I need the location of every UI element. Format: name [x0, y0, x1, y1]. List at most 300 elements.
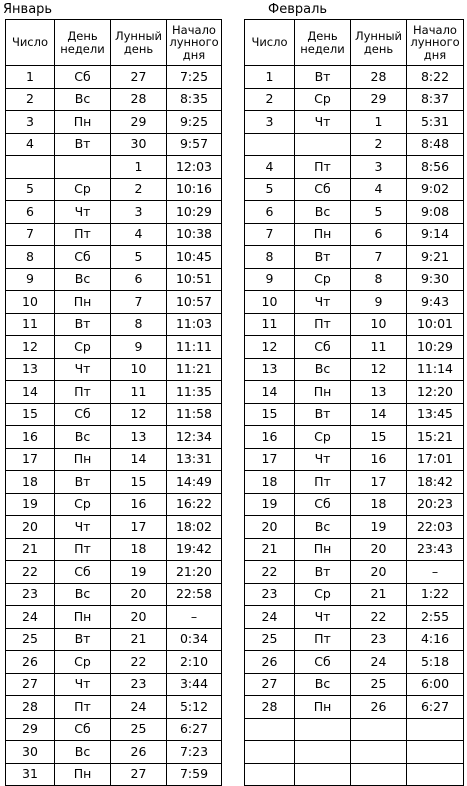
cell-lunar-day: 16 [111, 493, 167, 516]
cell-date: 13 [6, 358, 55, 381]
calendar-table-january [5, 19, 222, 786]
cell-lunar-day: 30 [111, 133, 167, 156]
cell-weekday: Чт [295, 291, 351, 314]
cell-date: 27 [6, 673, 55, 696]
cell-lunar-day: 7 [351, 246, 407, 269]
cell-lunar-day: 7 [111, 291, 167, 314]
cell-lunar-start: 18:42 [407, 471, 464, 494]
cell-date: 31 [6, 763, 55, 786]
cell-lunar-day: 4 [111, 223, 167, 246]
table-row [245, 493, 464, 516]
cell-weekday: Сб [55, 403, 111, 426]
cell-lunar-start: 0:34 [167, 628, 222, 651]
cell-weekday: Вс [55, 88, 111, 111]
table-header-row [245, 20, 464, 66]
table-row [245, 696, 464, 719]
cell-weekday: Сб [295, 493, 351, 516]
cell-date: 9 [245, 268, 295, 291]
cell-lunar-start: 10:29 [407, 336, 464, 359]
cell-weekday: Пт [55, 381, 111, 404]
cell-weekday [295, 718, 351, 741]
cell-date: 17 [6, 448, 55, 471]
cell-date: 8 [6, 246, 55, 269]
cell-weekday: Пт [55, 696, 111, 719]
cell-lunar-start: 10:45 [167, 246, 222, 269]
cell-weekday [55, 156, 111, 179]
table-row [6, 538, 222, 561]
cell-weekday: Сб [55, 718, 111, 741]
header-lunar-start: Начало лунного дня [167, 20, 222, 66]
cell-date: 12 [6, 336, 55, 359]
cell-lunar-day: 1 [351, 111, 407, 134]
cell-date: 23 [6, 583, 55, 606]
cell-lunar-start: 11:21 [167, 358, 222, 381]
cell-lunar-day: 3 [111, 201, 167, 224]
cell-weekday: Пт [295, 156, 351, 179]
cell-lunar-start: 18:02 [167, 516, 222, 539]
cell-lunar-day: 21 [111, 628, 167, 651]
cell-weekday: Ср [55, 493, 111, 516]
cell-weekday: Пн [295, 696, 351, 719]
cell-lunar-start: 7:23 [167, 741, 222, 764]
table-row [245, 718, 464, 741]
table-row [245, 606, 464, 629]
cell-lunar-day: 25 [111, 718, 167, 741]
table-row [245, 111, 464, 134]
cell-weekday: Сб [55, 246, 111, 269]
cell-lunar-day: 17 [351, 471, 407, 494]
table-row [245, 178, 464, 201]
cell-date: 26 [6, 651, 55, 674]
cell-date: 24 [245, 606, 295, 629]
cell-lunar-start: 11:03 [167, 313, 222, 336]
table-row [245, 516, 464, 539]
cell-lunar-start: 12:34 [167, 426, 222, 449]
cell-lunar-day [351, 763, 407, 786]
cell-lunar-day: 10 [111, 358, 167, 381]
cell-lunar-start: 10:38 [167, 223, 222, 246]
cell-lunar-day: 1 [111, 156, 167, 179]
cell-date: 1 [6, 66, 55, 89]
cell-lunar-day: 11 [351, 336, 407, 359]
table-row [6, 606, 222, 629]
table-row [6, 741, 222, 764]
cell-lunar-day: 13 [351, 381, 407, 404]
cell-date: 23 [245, 583, 295, 606]
cell-lunar-day: 6 [111, 268, 167, 291]
table-row [6, 178, 222, 201]
cell-lunar-start [407, 718, 464, 741]
cell-lunar-start: 4:16 [407, 628, 464, 651]
cell-weekday: Вт [55, 628, 111, 651]
cell-lunar-day: 9 [111, 336, 167, 359]
cell-date: 30 [6, 741, 55, 764]
table-row [245, 471, 464, 494]
cell-weekday: Пн [55, 448, 111, 471]
cell-lunar-start: 20:23 [407, 493, 464, 516]
cell-lunar-start: 11:58 [167, 403, 222, 426]
cell-lunar-start: 11:11 [167, 336, 222, 359]
table-row [245, 88, 464, 111]
cell-weekday: Пт [55, 223, 111, 246]
table-row [245, 156, 464, 179]
table-row [245, 403, 464, 426]
cell-date: 3 [6, 111, 55, 134]
cell-date: 2 [6, 88, 55, 111]
cell-date: 11 [6, 313, 55, 336]
header-date: Число [6, 20, 55, 66]
cell-lunar-start: 11:14 [407, 358, 464, 381]
table-row [6, 291, 222, 314]
cell-lunar-start: 6:00 [407, 673, 464, 696]
cell-lunar-day: 25 [351, 673, 407, 696]
cell-weekday: Ср [295, 426, 351, 449]
table-row [6, 268, 222, 291]
cell-lunar-day: 14 [351, 403, 407, 426]
cell-date: 4 [245, 156, 295, 179]
cell-weekday: Ср [55, 336, 111, 359]
cell-lunar-start: 9:08 [407, 201, 464, 224]
cell-weekday: Пн [295, 223, 351, 246]
cell-date [245, 133, 295, 156]
cell-lunar-start: – [167, 606, 222, 629]
cell-lunar-day: 26 [111, 741, 167, 764]
cell-weekday: Пт [55, 538, 111, 561]
table-row [245, 741, 464, 764]
table-row [245, 448, 464, 471]
cell-lunar-day [351, 741, 407, 764]
cell-weekday: Вс [55, 583, 111, 606]
cell-lunar-day: 6 [351, 223, 407, 246]
table-row [245, 291, 464, 314]
cell-weekday: Сб [55, 66, 111, 89]
cell-lunar-start: 2:10 [167, 651, 222, 674]
cell-date: 24 [6, 606, 55, 629]
table-row [6, 561, 222, 584]
cell-lunar-day: 9 [351, 291, 407, 314]
cell-lunar-start: 11:35 [167, 381, 222, 404]
cell-lunar-start: 2:55 [407, 606, 464, 629]
cell-lunar-start: 12:03 [167, 156, 222, 179]
cell-lunar-day: 20 [351, 561, 407, 584]
table-row [6, 403, 222, 426]
cell-weekday: Чт [295, 111, 351, 134]
cell-lunar-start: 5:31 [407, 111, 464, 134]
table-row [245, 583, 464, 606]
cell-date: 6 [6, 201, 55, 224]
cell-date: 10 [245, 291, 295, 314]
table-row [6, 493, 222, 516]
cell-lunar-day: 15 [351, 426, 407, 449]
cell-lunar-start: 14:49 [167, 471, 222, 494]
cell-lunar-day: 18 [111, 538, 167, 561]
cell-lunar-start: 5:18 [407, 651, 464, 674]
table-row [6, 381, 222, 404]
cell-lunar-start: 9:02 [407, 178, 464, 201]
cell-lunar-start: 7:25 [167, 66, 222, 89]
cell-date [6, 156, 55, 179]
table-row [6, 448, 222, 471]
cell-lunar-day: 20 [111, 606, 167, 629]
cell-weekday: Сб [295, 651, 351, 674]
cell-lunar-day: 20 [351, 538, 407, 561]
cell-date: 19 [6, 493, 55, 516]
cell-lunar-day: 5 [111, 246, 167, 269]
table-row [245, 651, 464, 674]
cell-date: 28 [245, 696, 295, 719]
cell-weekday: Сб [295, 336, 351, 359]
cell-date: 1 [245, 66, 295, 89]
cell-lunar-day: 14 [111, 448, 167, 471]
table-row [245, 268, 464, 291]
cell-lunar-day: 18 [351, 493, 407, 516]
cell-weekday [295, 763, 351, 786]
cell-lunar-start: 8:22 [407, 66, 464, 89]
table-row [6, 246, 222, 269]
cell-weekday: Чт [295, 448, 351, 471]
header-weekday: День недели [55, 20, 111, 66]
table-header-row [6, 20, 222, 66]
cell-lunar-start: 9:57 [167, 133, 222, 156]
cell-lunar-day: 24 [351, 651, 407, 674]
cell-date: 22 [245, 561, 295, 584]
cell-lunar-day: 27 [111, 763, 167, 786]
cell-date: 12 [245, 336, 295, 359]
table-row [6, 651, 222, 674]
cell-date: 5 [245, 178, 295, 201]
cell-lunar-start [407, 763, 464, 786]
cell-lunar-day: 10 [351, 313, 407, 336]
table-row [245, 133, 464, 156]
cell-lunar-day: 23 [111, 673, 167, 696]
cell-lunar-start: 10:16 [167, 178, 222, 201]
month-title-january: Январь [3, 2, 53, 17]
cell-weekday: Ср [295, 268, 351, 291]
cell-weekday: Чт [55, 673, 111, 696]
cell-lunar-start: 8:56 [407, 156, 464, 179]
table-row [6, 718, 222, 741]
table-row [6, 471, 222, 494]
table-row [245, 246, 464, 269]
cell-date: 11 [245, 313, 295, 336]
cell-lunar-day: 20 [111, 583, 167, 606]
cell-date: 19 [245, 493, 295, 516]
table-row [6, 696, 222, 719]
header-lunar-start: Начало лунного дня [407, 20, 464, 66]
cell-date: 14 [6, 381, 55, 404]
cell-date [245, 763, 295, 786]
cell-date: 26 [245, 651, 295, 674]
cell-date: 14 [245, 381, 295, 404]
table-row [6, 111, 222, 134]
cell-lunar-start: 13:45 [407, 403, 464, 426]
cell-weekday: Вс [55, 741, 111, 764]
table-row [6, 673, 222, 696]
cell-weekday: Вт [55, 471, 111, 494]
cell-lunar-start: 3:44 [167, 673, 222, 696]
table-row [245, 313, 464, 336]
cell-date: 8 [245, 246, 295, 269]
cell-lunar-start: 12:20 [407, 381, 464, 404]
cell-lunar-day: 8 [111, 313, 167, 336]
cell-weekday: Чт [55, 201, 111, 224]
cell-lunar-day: 16 [351, 448, 407, 471]
table-row [245, 381, 464, 404]
table-row [6, 628, 222, 651]
cell-date: 16 [6, 426, 55, 449]
cell-date: 7 [6, 223, 55, 246]
cell-weekday: Сб [55, 561, 111, 584]
cell-weekday: Вс [55, 426, 111, 449]
cell-lunar-day: 2 [351, 133, 407, 156]
cell-lunar-start: 21:20 [167, 561, 222, 584]
cell-weekday: Вт [295, 561, 351, 584]
header-date: Число [245, 20, 295, 66]
table-row [245, 358, 464, 381]
cell-lunar-start: 10:29 [167, 201, 222, 224]
table-row [245, 223, 464, 246]
cell-date: 2 [245, 88, 295, 111]
cell-date: 21 [6, 538, 55, 561]
table-row [6, 426, 222, 449]
cell-lunar-start: 23:43 [407, 538, 464, 561]
cell-lunar-start [407, 741, 464, 764]
table-row [245, 561, 464, 584]
cell-date: 25 [245, 628, 295, 651]
cell-lunar-start: 6:27 [167, 718, 222, 741]
table-row [245, 763, 464, 786]
cell-weekday: Пт [295, 313, 351, 336]
cell-weekday: Чт [55, 516, 111, 539]
table-row [245, 66, 464, 89]
cell-lunar-start: 8:37 [407, 88, 464, 111]
cell-date [245, 718, 295, 741]
cell-lunar-start: 15:21 [407, 426, 464, 449]
cell-lunar-day: 2 [111, 178, 167, 201]
cell-weekday: Вт [55, 133, 111, 156]
table-row [6, 336, 222, 359]
cell-lunar-day: 27 [111, 66, 167, 89]
table-row [245, 538, 464, 561]
cell-lunar-day: 22 [351, 606, 407, 629]
cell-weekday: Пн [55, 606, 111, 629]
cell-date: 18 [6, 471, 55, 494]
cell-date [245, 741, 295, 764]
table-row [6, 516, 222, 539]
table-row [6, 223, 222, 246]
cell-lunar-day: 28 [111, 88, 167, 111]
cell-lunar-day: 22 [111, 651, 167, 674]
cell-lunar-start: – [407, 561, 464, 584]
cell-weekday: Вс [295, 673, 351, 696]
cell-weekday [295, 133, 351, 156]
cell-weekday: Ср [295, 88, 351, 111]
cell-lunar-day: 12 [351, 358, 407, 381]
cell-weekday: Вт [295, 66, 351, 89]
cell-lunar-start: 8:35 [167, 88, 222, 111]
cell-lunar-start: 19:42 [167, 538, 222, 561]
cell-lunar-start: 8:48 [407, 133, 464, 156]
cell-date: 27 [245, 673, 295, 696]
cell-lunar-start: 9:43 [407, 291, 464, 314]
table-row [6, 133, 222, 156]
cell-date: 5 [6, 178, 55, 201]
cell-lunar-start: 9:25 [167, 111, 222, 134]
cell-date: 29 [6, 718, 55, 741]
cell-lunar-start: 9:21 [407, 246, 464, 269]
cell-date: 21 [245, 538, 295, 561]
cell-lunar-day: 19 [111, 561, 167, 584]
cell-lunar-day: 4 [351, 178, 407, 201]
cell-weekday: Сб [295, 178, 351, 201]
cell-weekday: Чт [55, 358, 111, 381]
cell-lunar-start: 13:31 [167, 448, 222, 471]
cell-weekday: Ср [55, 651, 111, 674]
month-title-february: Февраль [268, 2, 328, 17]
table-row [6, 313, 222, 336]
cell-weekday: Вт [295, 403, 351, 426]
cell-lunar-day: 29 [111, 111, 167, 134]
cell-date: 17 [245, 448, 295, 471]
calendar-table-february [244, 19, 464, 786]
cell-lunar-day: 28 [351, 66, 407, 89]
cell-lunar-day: 26 [351, 696, 407, 719]
cell-lunar-day: 8 [351, 268, 407, 291]
cell-weekday: Пт [295, 471, 351, 494]
cell-date: 20 [245, 516, 295, 539]
cell-lunar-day: 12 [111, 403, 167, 426]
cell-weekday: Вс [55, 268, 111, 291]
cell-weekday: Ср [295, 583, 351, 606]
header-lunar-day: Лунный день [111, 20, 167, 66]
cell-lunar-start: 10:01 [407, 313, 464, 336]
cell-lunar-start: 5:12 [167, 696, 222, 719]
cell-lunar-day [351, 718, 407, 741]
cell-date: 9 [6, 268, 55, 291]
table-row [6, 358, 222, 381]
cell-lunar-day: 13 [111, 426, 167, 449]
cell-date: 15 [245, 403, 295, 426]
cell-date: 13 [245, 358, 295, 381]
cell-date: 15 [6, 403, 55, 426]
cell-lunar-start: 22:58 [167, 583, 222, 606]
cell-weekday: Вс [295, 201, 351, 224]
cell-lunar-start: 16:22 [167, 493, 222, 516]
cell-lunar-day: 17 [111, 516, 167, 539]
cell-lunar-start: 6:27 [407, 696, 464, 719]
cell-date: 18 [245, 471, 295, 494]
cell-lunar-day: 3 [351, 156, 407, 179]
cell-lunar-start: 17:01 [407, 448, 464, 471]
cell-date: 20 [6, 516, 55, 539]
cell-date: 22 [6, 561, 55, 584]
cell-weekday: Пн [295, 381, 351, 404]
table-row [6, 763, 222, 786]
table-row [245, 426, 464, 449]
table-row [245, 336, 464, 359]
cell-lunar-start: 10:51 [167, 268, 222, 291]
cell-lunar-day: 15 [111, 471, 167, 494]
cell-date: 16 [245, 426, 295, 449]
table-row [6, 583, 222, 606]
table-row [245, 628, 464, 651]
cell-weekday: Пн [295, 538, 351, 561]
cell-lunar-day: 21 [351, 583, 407, 606]
cell-lunar-day: 29 [351, 88, 407, 111]
cell-weekday: Вс [295, 516, 351, 539]
cell-weekday: Пт [295, 628, 351, 651]
cell-lunar-day: 19 [351, 516, 407, 539]
